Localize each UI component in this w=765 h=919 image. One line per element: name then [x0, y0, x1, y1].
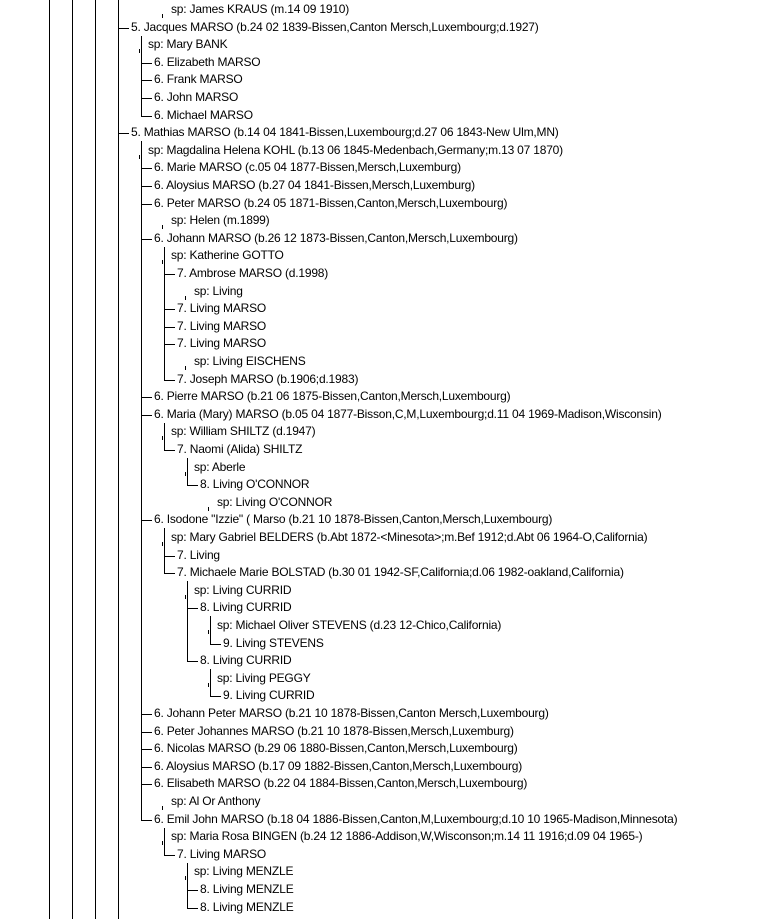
- person-entry: 7. Living MARSO: [177, 846, 267, 861]
- person-entry: 6. Peter Johannes MARSO (b.21 10 1878-Bissen,Mersch,Luxemburg): [154, 723, 514, 738]
- spouse-entry: sp: Katherine GOTTO: [171, 248, 284, 263]
- branch-line: [164, 247, 165, 381]
- spouse-marker: [208, 683, 209, 687]
- person-entry: 5. Mathias MARSO (b.14 04 1841-Bissen,Luxembourg;d.27 06 1843-New Ulm,MN): [131, 125, 559, 140]
- person-entry: 9. Living STEVENS: [223, 635, 324, 650]
- spouse-entry: sp: Aberle: [194, 459, 246, 474]
- branch-line: [187, 458, 188, 486]
- branch-line: [141, 141, 142, 820]
- spouse-marker: [139, 155, 140, 159]
- person-entry: 8. Living CURRID: [200, 653, 292, 668]
- branch-tick: [164, 450, 175, 451]
- spouse-entry: sp: Living EISCHENS: [194, 354, 306, 368]
- person-entry: 6. Aloysius MARSO (b.17 09 1882-Bissen,Canton,Mersch,Luxembourg): [154, 758, 523, 773]
- branch-tick: [210, 644, 221, 645]
- branch-tick: [141, 520, 152, 521]
- spouse-entry: sp: Living CURRID: [194, 582, 292, 597]
- ancestor-guide-line: [118, 0, 119, 919]
- branch-tick: [118, 133, 129, 134]
- branch-tick: [141, 767, 152, 768]
- spouse-marker: [208, 507, 209, 511]
- branch-tick: [141, 820, 152, 821]
- branch-tick: [164, 573, 175, 574]
- person-entry: 8. Living O'CONNOR: [200, 477, 310, 492]
- branch-line: [210, 669, 211, 697]
- person-entry: 8. Living MENZLE: [200, 899, 294, 914]
- person-entry: 6. Nicolas MARSO (b.29 06 1880-Bissen,Canton,Mersch,Luxembourg): [154, 741, 518, 756]
- branch-tick: [141, 80, 152, 81]
- branch-line: [210, 616, 211, 644]
- person-entry: 6. Frank MARSO: [154, 72, 243, 87]
- spouse-entry: sp: Living: [194, 283, 243, 298]
- branch-tick: [141, 397, 152, 398]
- person-entry: 7. Living: [177, 547, 220, 562]
- person-entry: 8. Living CURRID: [200, 600, 292, 615]
- spouse-entry: sp: Michael Oliver STEVENS (d.23 12-Chico,California): [217, 618, 502, 632]
- branch-tick: [164, 556, 175, 557]
- person-entry: 6. Michael MARSO: [154, 107, 253, 122]
- person-entry: 6. Johann Peter MARSO (b.21 10 1878-Bissen,Canton Mersch,Luxembourg): [154, 706, 549, 720]
- branch-tick: [141, 749, 152, 750]
- ancestor-guide-line: [49, 0, 50, 919]
- spouse-entry: sp: Living O'CONNOR: [217, 494, 333, 509]
- spouse-entry: sp: Mary Gabriel BELDERS (b.Abt 1872-<Minesota>;m.Bef 1912;d.Abt 06 1964-O,California): [171, 530, 648, 544]
- branch-line: [187, 581, 188, 662]
- spouse-entry: sp: Al Or Anthony: [171, 794, 261, 808]
- person-entry: 6. Elisabeth MARSO (b.22 04 1884-Bissen,Canton,Mersch,Luxembourg): [154, 776, 528, 791]
- person-entry: 7. Living MARSO: [177, 318, 267, 333]
- branch-tick: [141, 63, 152, 64]
- branch-tick: [187, 661, 198, 662]
- branch-tick: [164, 855, 175, 856]
- spouse-entry: sp: Helen (m.1899): [171, 213, 270, 228]
- spouse-entry: sp: Living PEGGY: [217, 670, 311, 685]
- spouse-marker: [162, 14, 163, 18]
- branch-line: [141, 36, 142, 117]
- person-entry: 8. Living MENZLE: [200, 882, 294, 896]
- spouse-entry: sp: Magdalina Helena KOHL (b.13 06 1845-Medenbach,Germany;m.13 07 1870): [148, 142, 563, 157]
- spouse-marker: [139, 49, 140, 53]
- branch-tick: [141, 168, 152, 169]
- person-entry: 6. Pierre MARSO (b.21 06 1875-Bissen,Canton,Mersch,Luxembourg): [154, 389, 511, 404]
- spouse-entry: sp: Maria Rosa BINGEN (b.24 12 1886-Addison,W,Wisconson;m.14 11 1916;d.09 04 1965-): [171, 829, 643, 844]
- branch-tick: [164, 344, 175, 345]
- spouse-marker: [185, 595, 186, 599]
- person-entry: 6. Aloysius MARSO (b.27 04 1841-Bissen,Mersch,Luxemburg): [154, 178, 475, 192]
- spouse-marker: [185, 472, 186, 476]
- branch-tick: [118, 28, 129, 29]
- branch-tick: [187, 608, 198, 609]
- branch-tick: [187, 890, 198, 891]
- spouse-marker: [185, 876, 186, 880]
- person-entry: 7. Ambrose MARSO (d.1998): [177, 266, 329, 280]
- person-entry: 6. Johann MARSO (b.26 12 1873-Bissen,Canton,Mersch,Luxembourg): [154, 230, 518, 245]
- person-entry: 7. Living MARSO: [177, 301, 267, 316]
- spouse-marker: [185, 366, 186, 370]
- person-entry: 6. Elizabeth MARSO: [154, 54, 261, 69]
- person-entry: 6. Emil John MARSO (b.18 04 1886-Bissen,Canton,M,Luxembourg;d.10 10 1965-Madison,Minnesota): [154, 811, 678, 826]
- branch-tick: [141, 784, 152, 785]
- branch-line: [164, 828, 165, 856]
- branch-tick: [164, 309, 175, 310]
- branch-tick: [141, 98, 152, 99]
- branch-tick: [141, 415, 152, 416]
- branch-tick: [141, 239, 152, 240]
- branch-tick: [141, 116, 152, 117]
- spouse-marker: [185, 296, 186, 300]
- spouse-marker: [162, 225, 163, 229]
- spouse-marker: [162, 542, 163, 546]
- branch-tick: [141, 186, 152, 187]
- branch-tick: [141, 204, 152, 205]
- spouse-marker: [162, 806, 163, 810]
- spouse-entry: sp: Mary BANK: [148, 37, 228, 52]
- branch-tick: [210, 696, 221, 697]
- branch-line: [164, 528, 165, 574]
- branch-tick: [141, 732, 152, 733]
- person-entry: 6. Isodone "Izzie" ( Marso (b.21 10 1878-Bissen,Canton,Mersch,Luxembourg): [154, 512, 553, 527]
- person-entry: 6. Marie MARSO (c.05 04 1877-Bissen,Mersch,Luxemburg): [154, 160, 461, 175]
- branch-tick: [164, 380, 175, 381]
- branch-tick: [187, 908, 198, 909]
- person-entry: 6. John MARSO: [154, 90, 239, 104]
- person-entry: 7. Living MARSO: [177, 336, 267, 351]
- spouse-marker: [162, 841, 163, 845]
- person-entry: 6. Maria (Mary) MARSO (b.05 04 1877-Bisson,C,M,Luxembourg;d.11 04 1969-Madison,Wisconsin): [154, 406, 662, 421]
- branch-line: [164, 423, 165, 451]
- person-entry: 7. Naomi (Alida) SHILTZ: [177, 442, 303, 456]
- branch-line: [187, 863, 188, 909]
- person-entry: 7. Joseph MARSO (b.1906;d.1983): [177, 371, 359, 386]
- spouse-marker: [208, 630, 209, 634]
- branch-tick: [187, 485, 198, 486]
- person-entry: 9. Living CURRID: [223, 688, 315, 703]
- branch-tick: [164, 274, 175, 275]
- branch-tick: [141, 714, 152, 715]
- spouse-marker: [162, 260, 163, 264]
- branch-tick: [164, 327, 175, 328]
- spouse-entry: sp: Living MENZLE: [194, 864, 294, 879]
- spouse-entry: sp: William SHILTZ (d.1947): [171, 424, 316, 439]
- person-entry: 5. Jacques MARSO (b.24 02 1839-Bissen,Canton Mersch,Luxembourg;d.1927): [131, 19, 539, 34]
- person-entry: 7. Michaele Marie BOLSTAD (b.30 01 1942-SF,California;d.06 1982-oakland,California): [177, 565, 624, 580]
- ancestor-guide-line: [72, 0, 73, 919]
- person-entry: 6. Peter MARSO (b.24 05 1871-Bissen,Canton,Mersch,Luxembourg): [154, 195, 508, 210]
- spouse-marker: [162, 436, 163, 440]
- ancestor-guide-line: [95, 0, 96, 919]
- spouse-entry: sp: James KRAUS (m.14 09 1910): [171, 2, 350, 16]
